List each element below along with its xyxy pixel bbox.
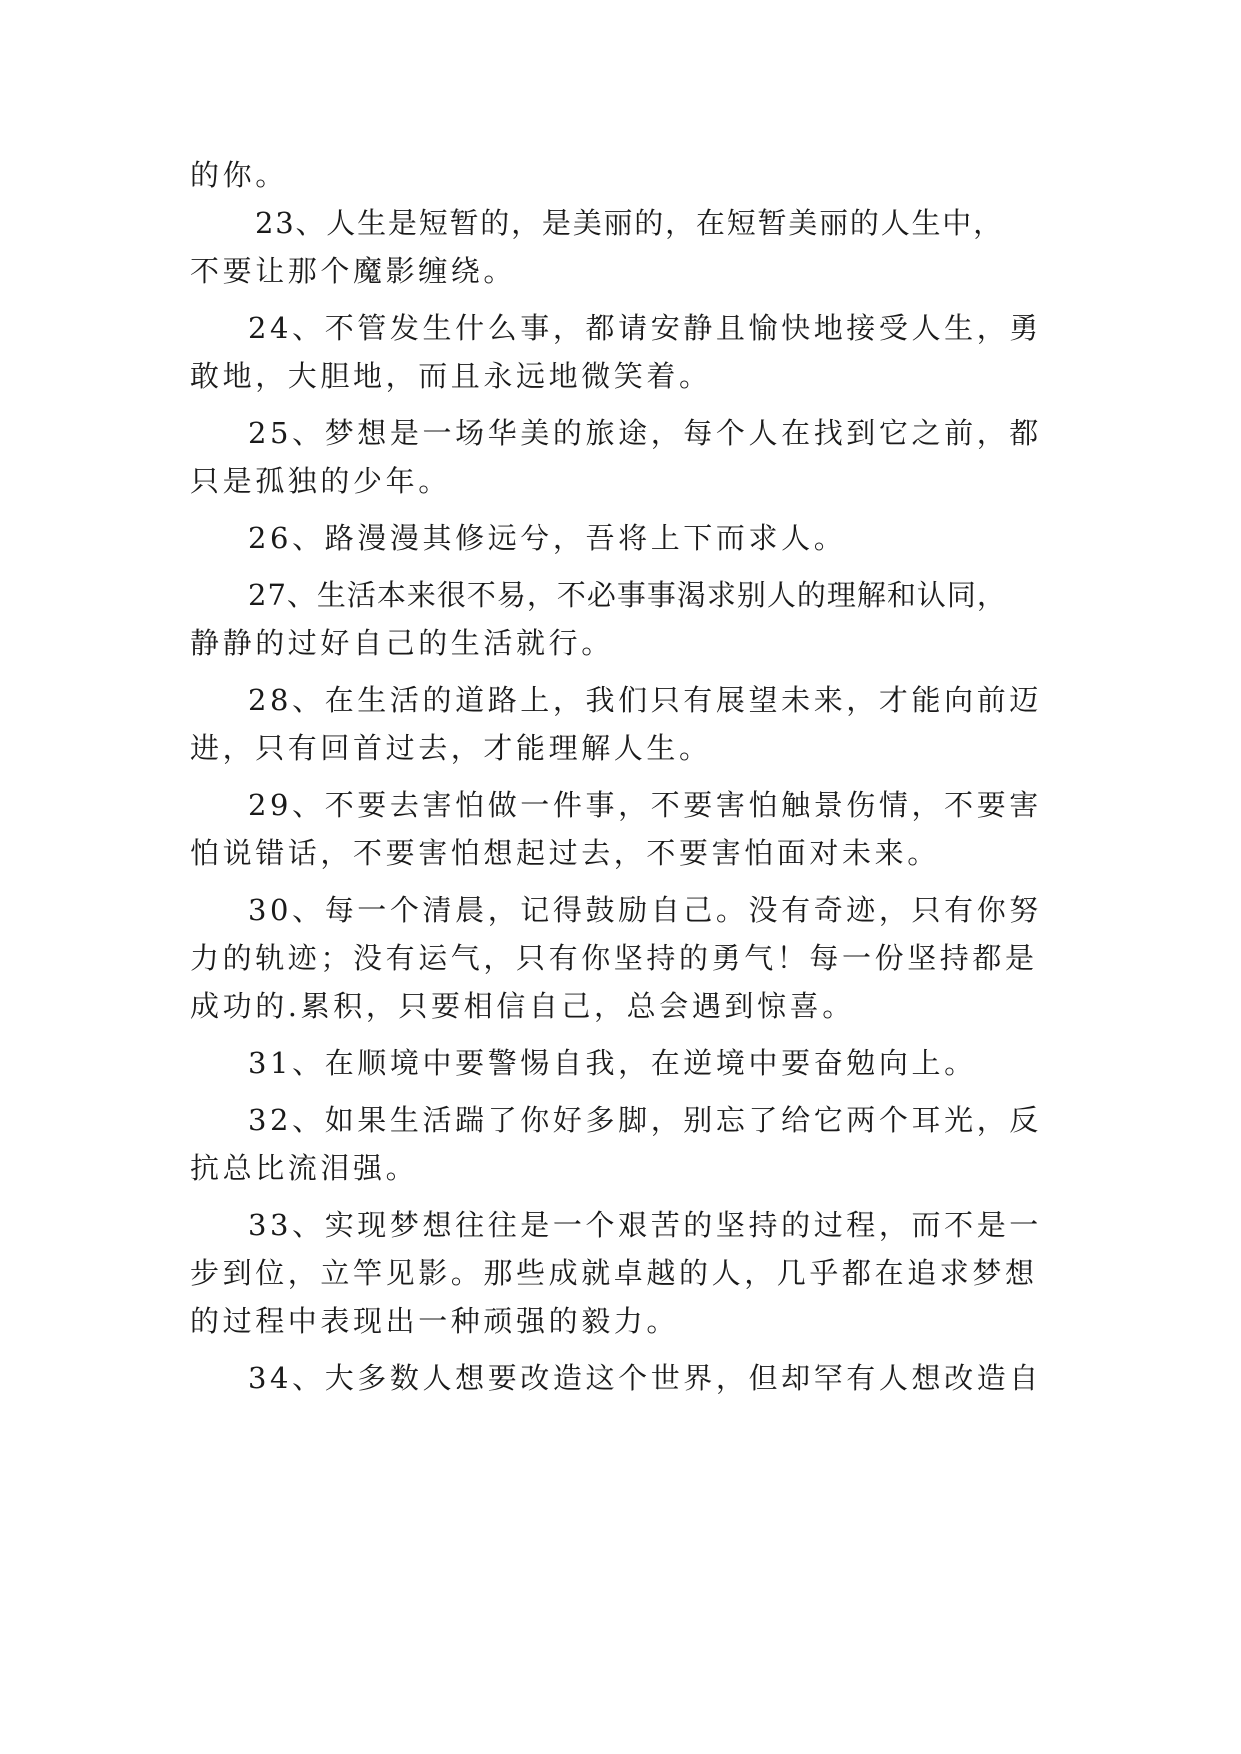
item-29-line-2: 怕说错话，不要害怕想起过去，不要害怕面对未来。 (190, 836, 940, 870)
item-30-line-1: 30、每一个清晨，记得鼓励自己。没有奇迹，只有你努 (248, 893, 1042, 927)
item-27-line-1: 27、生活本来很不易，不必事事渴求别人的理解和认同， (248, 578, 1007, 612)
item-34-line-1: 34、大多数人想要改造这个世界，但却罕有人想改造自 (248, 1361, 1042, 1395)
item-24-line-2: 敢地，大胆地，而且永远地微笑着。 (190, 359, 712, 393)
item-28-line-1: 28、在生活的道路上，我们只有展望未来，才能向前迈 (248, 683, 1042, 717)
item-26-line-1: 26、路漫漫其修远兮，吾将上下而求人。 (248, 521, 847, 555)
item-28-line-2: 进，只有回首过去，才能理解人生。 (190, 731, 712, 765)
item-33-line-3: 的过程中表现出一种顽强的毅力。 (190, 1304, 680, 1338)
item-33-line-2: 步到位，立竿见影。那些成就卓越的人，几乎都在追求梦想 (190, 1256, 1038, 1290)
item-32-line-2: 抗总比流泪强。 (190, 1151, 419, 1185)
item-32-line-1: 32、如果生活踹了你好多脚，别忘了给它两个耳光，反 (248, 1103, 1042, 1137)
item-33-line-1: 33、实现梦想往往是一个艰苦的坚持的过程，而不是一 (248, 1208, 1042, 1242)
paragraph-continuation-line: 的你。 (190, 158, 288, 192)
item-31-line-1: 31、在顺境中要警惕自我，在逆境中要奋勉向上。 (248, 1046, 977, 1080)
item-30-line-2: 力的轨迹；没有运气，只有你坚持的勇气！每一份坚持都是 (190, 941, 1038, 975)
item-27-line-2: 静静的过好自己的生活就行。 (190, 626, 614, 660)
item-23-line-2: 不要让那个魔影缠绕。 (190, 254, 517, 288)
item-25-line-1: 25、梦想是一场华美的旅途，每个人在找到它之前，都 (248, 416, 1042, 450)
item-24-line-1: 24、不管发生什么事，都请安静且愉快地接受人生，勇 (248, 311, 1042, 345)
item-30-line-3: 成功的.累积，只要相信自己，总会遇到惊喜。 (190, 989, 855, 1023)
item-29-line-1: 29、不要去害怕做一件事，不要害怕触景伤情，不要害 (248, 788, 1042, 822)
item-23-line-1: 23、人生是短暂的，是美丽的，在短暂美丽的人生中， (255, 206, 1004, 240)
item-25-line-2: 只是孤独的少年。 (190, 464, 451, 498)
